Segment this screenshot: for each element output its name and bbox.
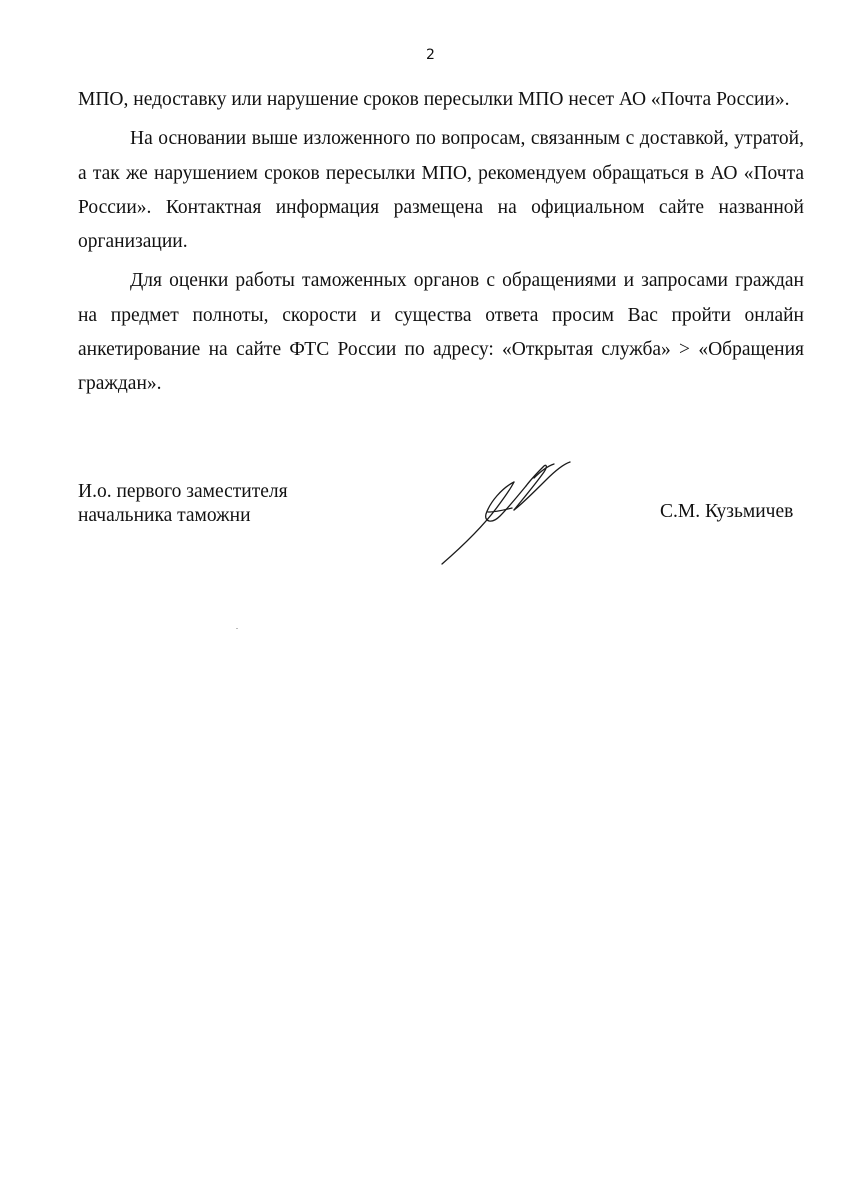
signatory-title-line1: И.о. первого заместителя — [78, 481, 288, 502]
signatory-title — [78, 480, 288, 528]
page-number: 2 — [426, 47, 435, 63]
signature-stroke-loop — [486, 482, 526, 521]
handwritten-signature — [430, 452, 590, 572]
paragraph-survey: Для оценки работы таможенных органов с обращениями и запросами граждан на предмет полноты, скорости и существа ответа просим Вас пройти онлайн анкетирование на сайте ФТС России по адресу: «Открытая служба» > «Обращения граждан». — [78, 270, 804, 395]
signatory-title-line2: начальника таможни — [78, 505, 251, 526]
letter-body — [78, 83, 804, 402]
paragraph-continuation: МПО, недоставку или нарушение сроков пересылки МПО несет АО «Почта России». — [78, 89, 790, 110]
signature-stroke-cross — [488, 508, 512, 512]
signature-stroke-main — [442, 482, 514, 564]
signature-stroke-tail — [514, 462, 570, 510]
scan-speck — [236, 628, 238, 629]
paragraph-recommendation: На основании выше изложенного по вопросам, связанным с доставкой, утратой, а так же нарушением сроков пересылки МПО, рекомендуем обращаться в АО «Почта России». Контактная информация размещена на официальном сайте названной организации. — [78, 128, 804, 253]
signatory-name: С.М. Кузьмичев — [660, 501, 794, 522]
